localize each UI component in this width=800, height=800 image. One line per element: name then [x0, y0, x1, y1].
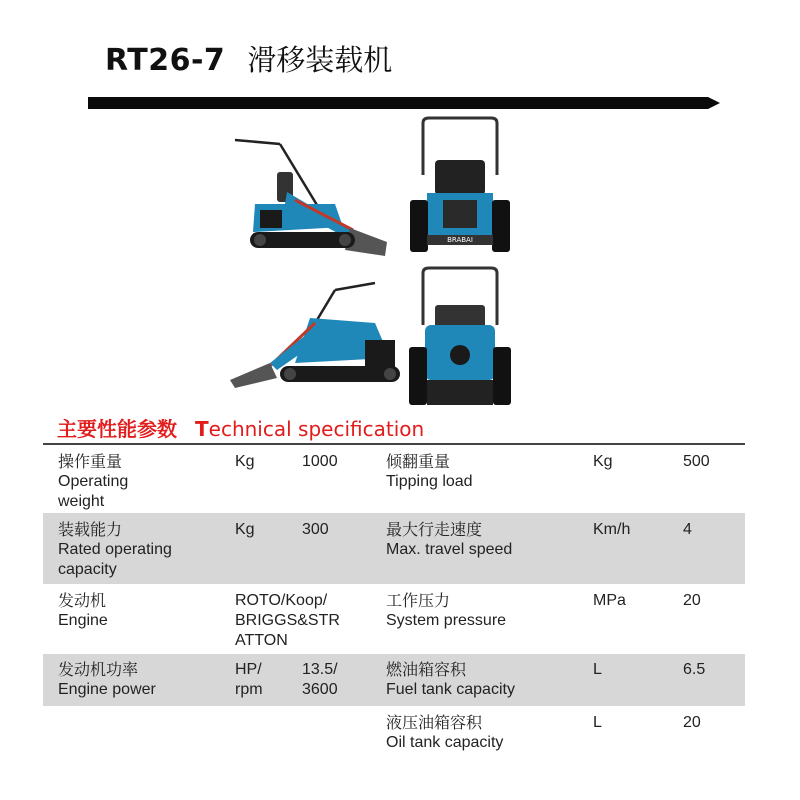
- spec-unit: Km/h: [593, 521, 631, 538]
- spec-heading-en: Technical specification: [195, 417, 425, 441]
- spec-unit: MPa: [593, 592, 626, 609]
- spec-heading: [57, 413, 424, 442]
- spec-row-engine: [43, 584, 745, 654]
- spec-row-oil-tank: [43, 706, 745, 758]
- spec-heading-cn: 主要性能参数: [57, 417, 177, 441]
- spec-unit: Kg: [235, 453, 255, 470]
- spec-row-rated-capacity: [43, 513, 745, 584]
- page-title: [105, 38, 392, 79]
- spec-label-oil-tank: 液压油箱容积 Oil tank capacity: [386, 713, 504, 751]
- spec-unit: Kg: [593, 453, 613, 470]
- spec-label-system-pressure: 工作压力 System pressure: [386, 591, 507, 629]
- spec-row-engine-power: [43, 654, 745, 706]
- spec-label-operating-weight: 操作重量 Operating weight: [58, 452, 129, 510]
- spec-value: 300: [302, 521, 329, 538]
- spec-value-engine: ROTO/Koop/ BRIGGS&STR ATTON: [235, 592, 340, 649]
- spec-value: 20: [683, 714, 701, 731]
- loader-front-view: [405, 115, 515, 260]
- spec-label-max-travel-speed: 最大行走速度 Max. travel speed: [386, 520, 513, 558]
- spec-row-operating-weight: [43, 445, 745, 513]
- spec-unit: L: [593, 661, 602, 678]
- spec-label-tipping-load: 倾翻重量 Tipping load: [386, 452, 473, 490]
- header-divider-arrow: [88, 95, 723, 111]
- spec-label-engine: 发动机 Engine: [58, 591, 108, 629]
- product-name-cn: 滑移装载机: [247, 43, 393, 77]
- loader-rear-view: [405, 265, 515, 410]
- spec-value: 4: [683, 521, 692, 538]
- spec-value-engine-power: 13.5/ 3600: [302, 661, 338, 698]
- spec-unit: Kg: [235, 521, 255, 538]
- model-number: RT26-7: [105, 43, 226, 78]
- spec-label-rated-capacity: 装载能力 Rated operating capacity: [58, 520, 172, 578]
- loader-side-view-left: [225, 278, 410, 398]
- loader-side-view-right: [225, 132, 400, 272]
- spec-value: 20: [683, 592, 701, 609]
- spec-unit: L: [593, 714, 602, 731]
- brand-logo: BRABAI: [447, 236, 473, 244]
- spec-label-engine-power: 发动机功率 Engine power: [58, 660, 156, 698]
- spec-label-fuel-tank: 燃油箱容积 Fuel tank capacity: [386, 660, 515, 698]
- spec-value: 1000: [302, 453, 338, 470]
- spec-value: 500: [683, 453, 710, 470]
- spec-unit-engine-power: HP/ rpm: [235, 661, 263, 698]
- spec-value: 6.5: [683, 661, 706, 678]
- product-photos: [200, 110, 545, 410]
